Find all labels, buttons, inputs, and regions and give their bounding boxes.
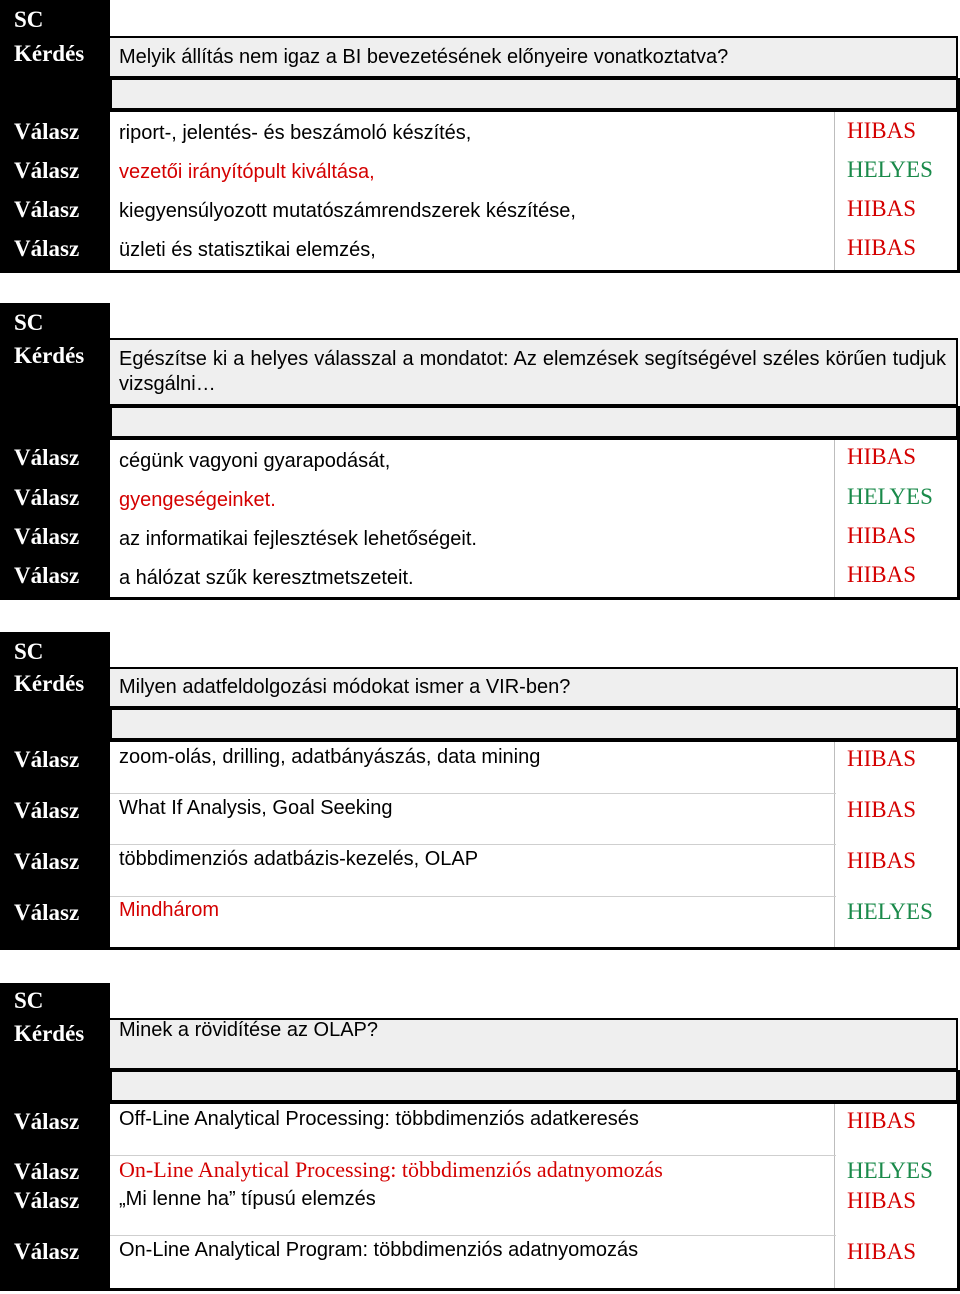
valasz-label: Válasz	[14, 197, 80, 222]
answer-text: üzleti és statisztikai elemzés,	[119, 239, 376, 261]
question-text: Minek a rövidítése az OLAP?	[119, 1019, 379, 1041]
valasz-label: Válasz	[14, 798, 80, 823]
block-divider	[0, 947, 960, 950]
answer-row	[0, 897, 960, 948]
spacer-row	[0, 406, 960, 440]
answer-row	[0, 230, 960, 270]
answer-row	[0, 440, 960, 480]
valasz-label: Válasz	[14, 1159, 80, 1184]
result-label: HIBAS	[847, 562, 917, 587]
answer-text: cégünk vagyoni gyarapodását,	[119, 450, 391, 472]
valasz-label: Válasz	[14, 158, 80, 183]
result-label: HIBAS	[847, 1239, 917, 1264]
sc-row	[0, 632, 960, 667]
answer-row	[0, 558, 960, 598]
answer-text: a hálózat szűk keresztmetszeteit.	[119, 567, 414, 589]
sc-label: SC	[14, 7, 44, 32]
valasz-label: Válasz	[14, 1188, 80, 1213]
result-label: HELYES	[847, 484, 933, 509]
answer-row	[0, 112, 960, 152]
result-label: HELYES	[847, 1158, 933, 1183]
answer-row	[0, 742, 960, 794]
answer-text: What If Analysis, Goal Seeking	[119, 797, 393, 819]
block-divider	[0, 597, 960, 600]
answer-text: Mindhárom	[119, 899, 220, 921]
answer-row	[0, 1156, 960, 1186]
valasz-label: Válasz	[14, 236, 80, 261]
valasz-label: Válasz	[14, 563, 80, 588]
spacer-row	[0, 78, 960, 112]
answer-text: az informatikai fejlesztések lehetőségeit.	[119, 528, 477, 550]
answer-row	[0, 152, 960, 191]
result-label: HIBAS	[847, 848, 917, 873]
valasz-label: Válasz	[14, 1109, 80, 1134]
result-label: HELYES	[847, 157, 933, 182]
block-divider	[0, 270, 960, 273]
answer-row	[0, 845, 960, 897]
answer-text: többdimenziós adatbázis-kezelés, OLAP	[119, 848, 479, 870]
result-label: HIBAS	[847, 235, 917, 260]
valasz-label: Válasz	[14, 747, 80, 772]
kerdes-label: Kérdés	[14, 41, 85, 66]
answer-text: riport-, jelentés- és beszámoló készítés,	[119, 122, 472, 144]
answer-text: Off-Line Analytical Processing: többdimenziós adatkeresés	[119, 1108, 639, 1130]
answer-row	[0, 1186, 960, 1236]
result-label: HIBAS	[847, 444, 917, 469]
answer-row	[0, 519, 960, 558]
sc-row	[0, 983, 960, 1018]
spacer-row	[0, 708, 960, 742]
answer-row	[0, 480, 960, 519]
answer-row	[0, 794, 960, 845]
kerdes-label: Kérdés	[14, 343, 85, 368]
answer-text: On-Line Analytical Program: többdimenziós adatnyomozás	[119, 1239, 639, 1261]
spacer-row	[0, 1070, 960, 1104]
sc-label: SC	[14, 639, 44, 664]
answer-text: vezetői irányítópult kiváltása,	[119, 161, 375, 183]
result-label: HIBAS	[847, 1108, 917, 1133]
result-label: HIBAS	[847, 1188, 917, 1213]
answer-text: zoom-olás, drilling, adatbányászás, data mining	[119, 746, 541, 768]
sc-row	[0, 0, 960, 36]
sc-label: SC	[14, 310, 44, 335]
answer-row	[0, 1236, 960, 1288]
answer-row	[0, 191, 960, 230]
kerdes-label: Kérdés	[14, 671, 85, 696]
block-divider	[0, 1288, 960, 1291]
result-label: HIBAS	[847, 196, 917, 221]
valasz-label: Válasz	[14, 485, 80, 510]
valasz-label: Válasz	[14, 445, 80, 470]
kerdes-label: Kérdés	[14, 1021, 85, 1046]
result-label: HIBAS	[847, 523, 917, 548]
result-label: HIBAS	[847, 797, 917, 822]
question-text: Melyik állítás nem igaz a BI bevezetésének előnyeire vonatkoztatva?	[119, 46, 729, 68]
question-text: Egészítse ki a helyes válasszal a mondatot: Az elemzések segítségével széles körűen tudjuk vizsgálni…	[119, 348, 946, 395]
answer-row	[0, 1104, 960, 1156]
result-label: HIBAS	[847, 118, 917, 143]
answer-text: kiegyensúlyozott mutatószámrendszerek készítése,	[119, 200, 576, 222]
result-label: HIBAS	[847, 746, 917, 771]
valasz-label: Válasz	[14, 900, 80, 925]
valasz-label: Válasz	[14, 119, 80, 144]
answer-text: gyengeségeinket.	[119, 489, 276, 511]
answer-text: „Mi lenne ha” típusú elemzés	[119, 1188, 376, 1210]
question-text: Milyen adatfeldolgozási módokat ismer a VIR-ben?	[119, 676, 571, 698]
result-label: HELYES	[847, 899, 933, 924]
sc-label: SC	[14, 988, 44, 1013]
valasz-label: Válasz	[14, 524, 80, 549]
valasz-label: Válasz	[14, 1239, 80, 1264]
valasz-label: Válasz	[14, 849, 80, 874]
sc-row	[0, 303, 960, 338]
answer-text: On-Line Analytical Processing: többdimenziós adatnyomozás	[119, 1157, 663, 1182]
